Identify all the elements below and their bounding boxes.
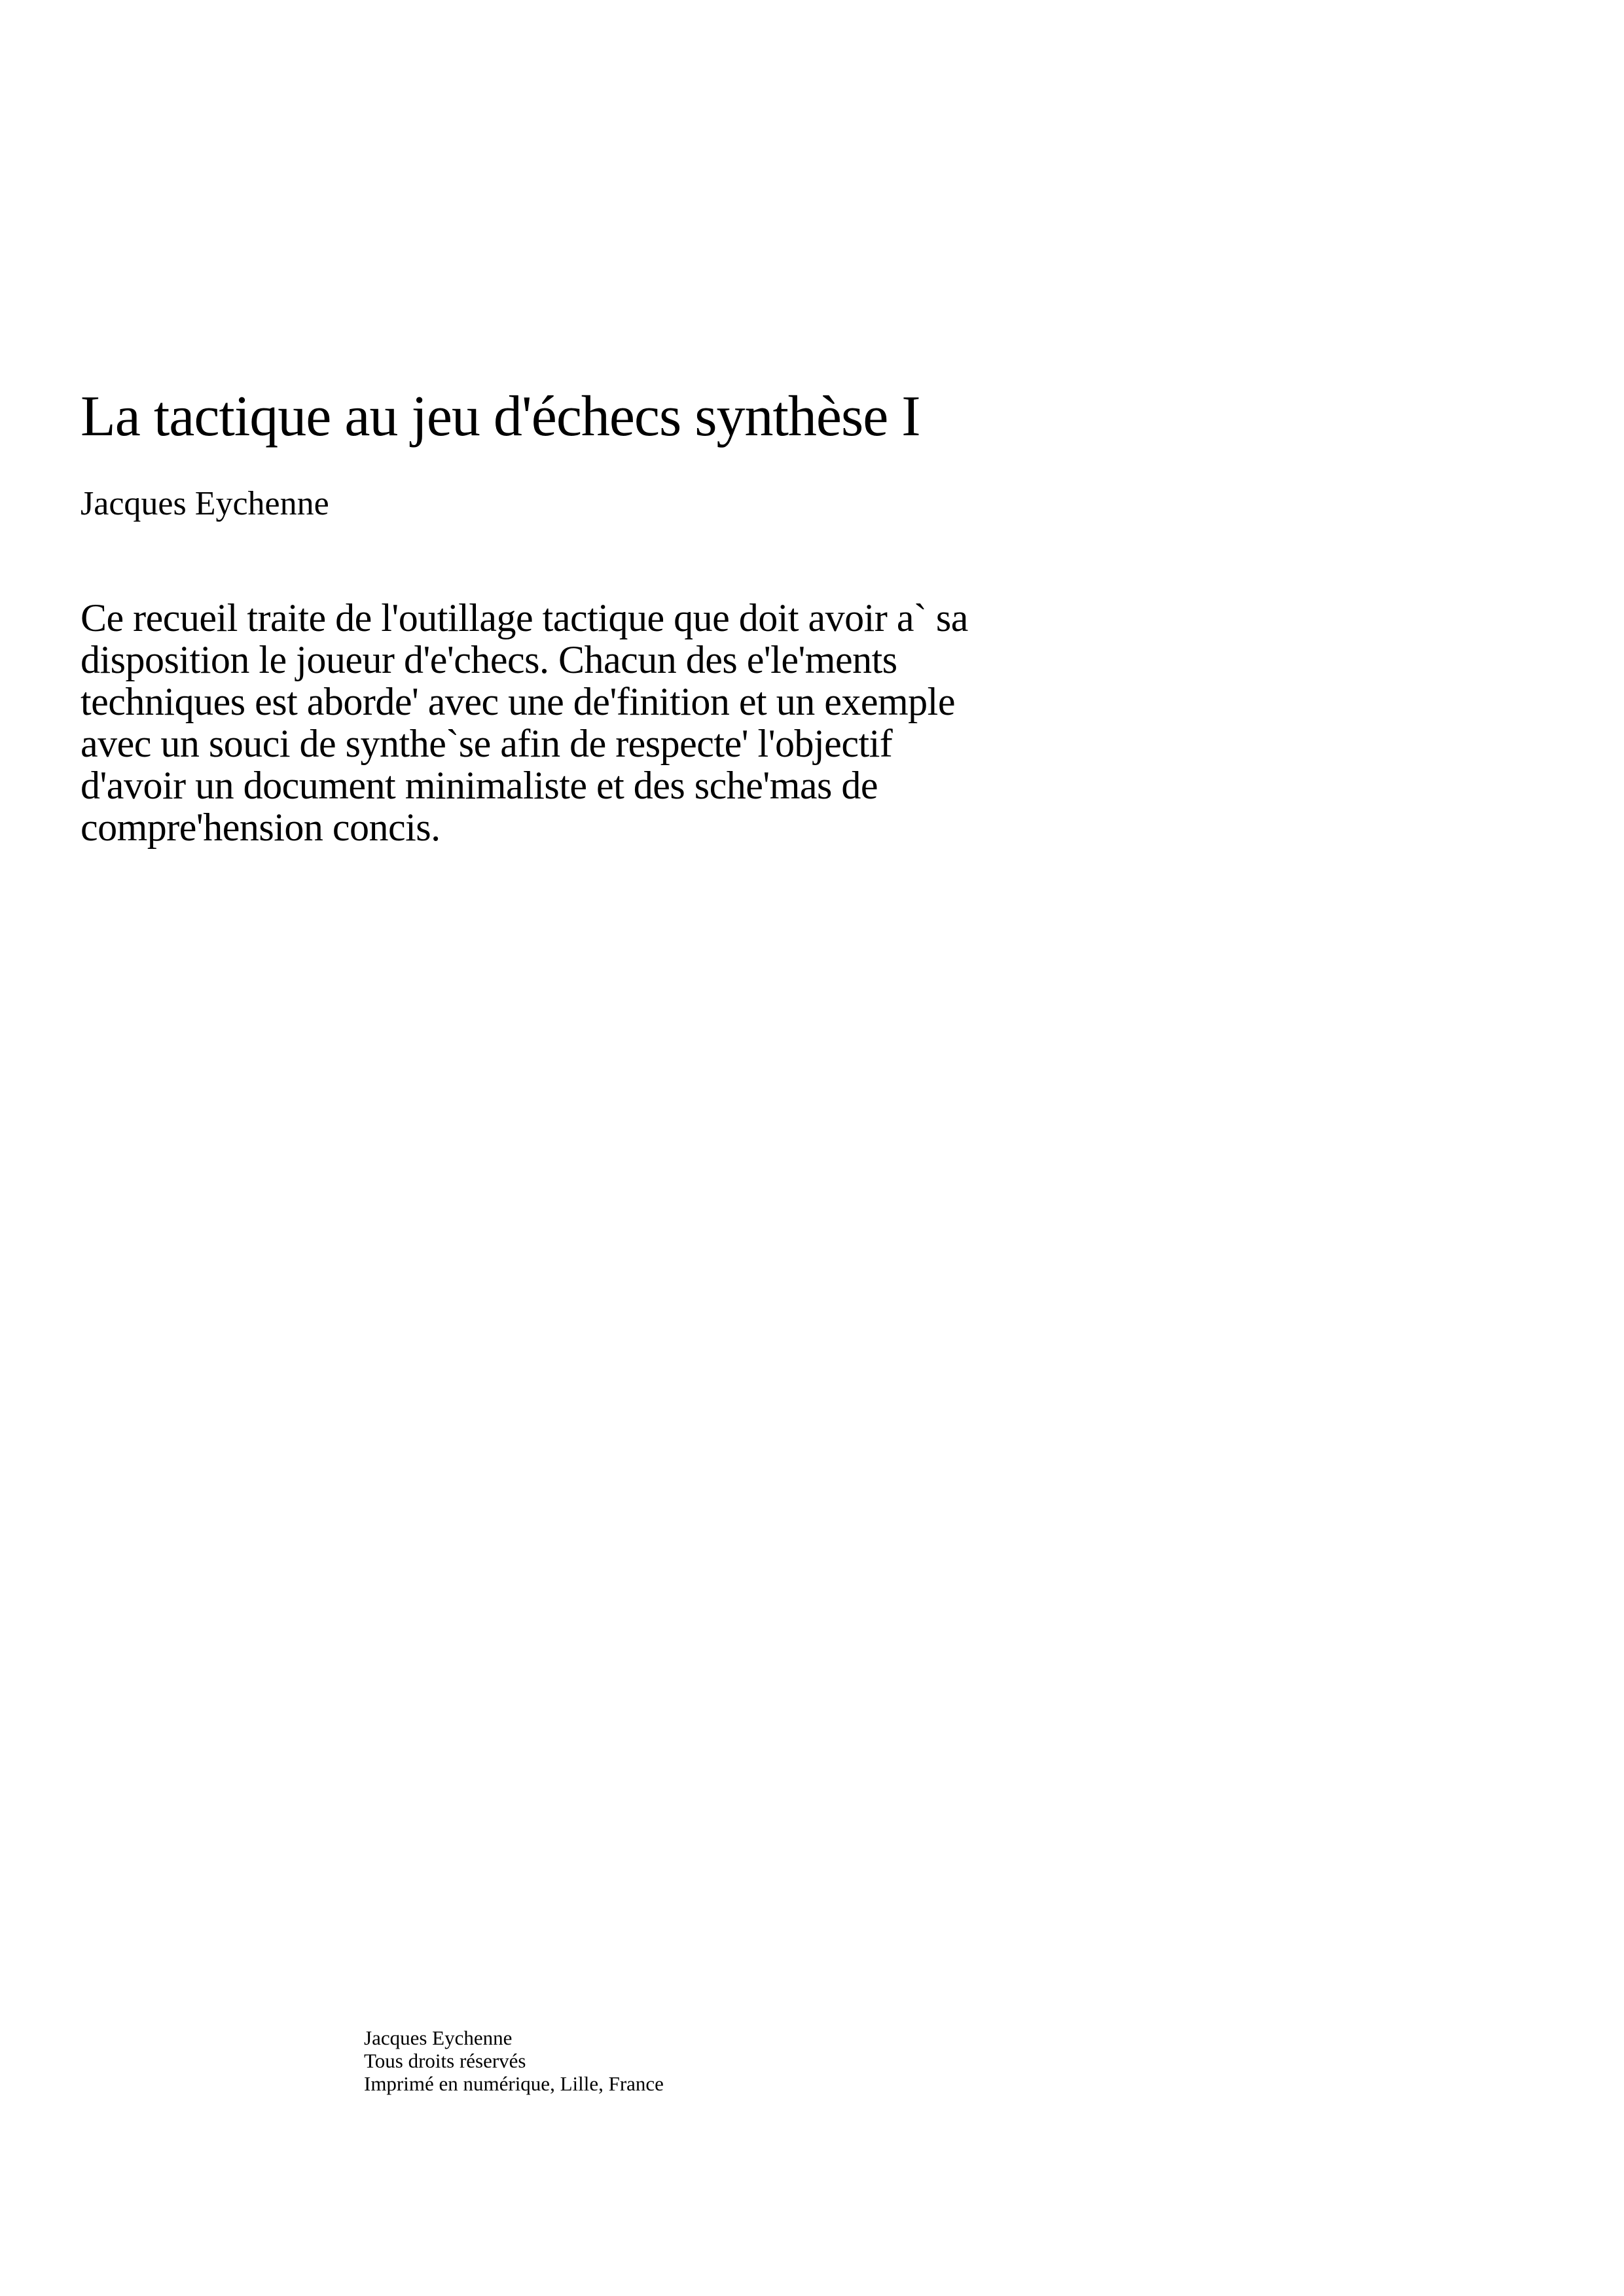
colophon — [364, 2026, 664, 2095]
author-name: Jacques Eychenne — [81, 485, 329, 522]
description-line-4: avec un souci de synthe`se afin de respecte' l'objectif — [81, 722, 893, 765]
description-line-5: d'avoir un document minimaliste et des sche'mas de — [81, 764, 878, 807]
description-line-2: disposition le joueur d'e'checs. Chacun des e'le'ments — [81, 638, 897, 681]
description-line-1: Ce recueil traite de l'outillage tactique que doit avoir a` sa — [81, 596, 968, 639]
colophon-line-rights: Tous droits réservés — [364, 2049, 526, 2072]
description-line-6: compre'hension concis. — [81, 806, 441, 849]
colophon-line-printing: Imprimé en numérique, Lille, France — [364, 2072, 664, 2095]
colophon-line-author: Jacques Eychenne — [364, 2026, 513, 2049]
book-title: La tactique au jeu d'échecs synthèse I — [81, 385, 920, 448]
description-line-3: techniques est aborde' avec une de'finition et un exemple — [81, 680, 955, 723]
description-paragraph — [81, 597, 1233, 848]
